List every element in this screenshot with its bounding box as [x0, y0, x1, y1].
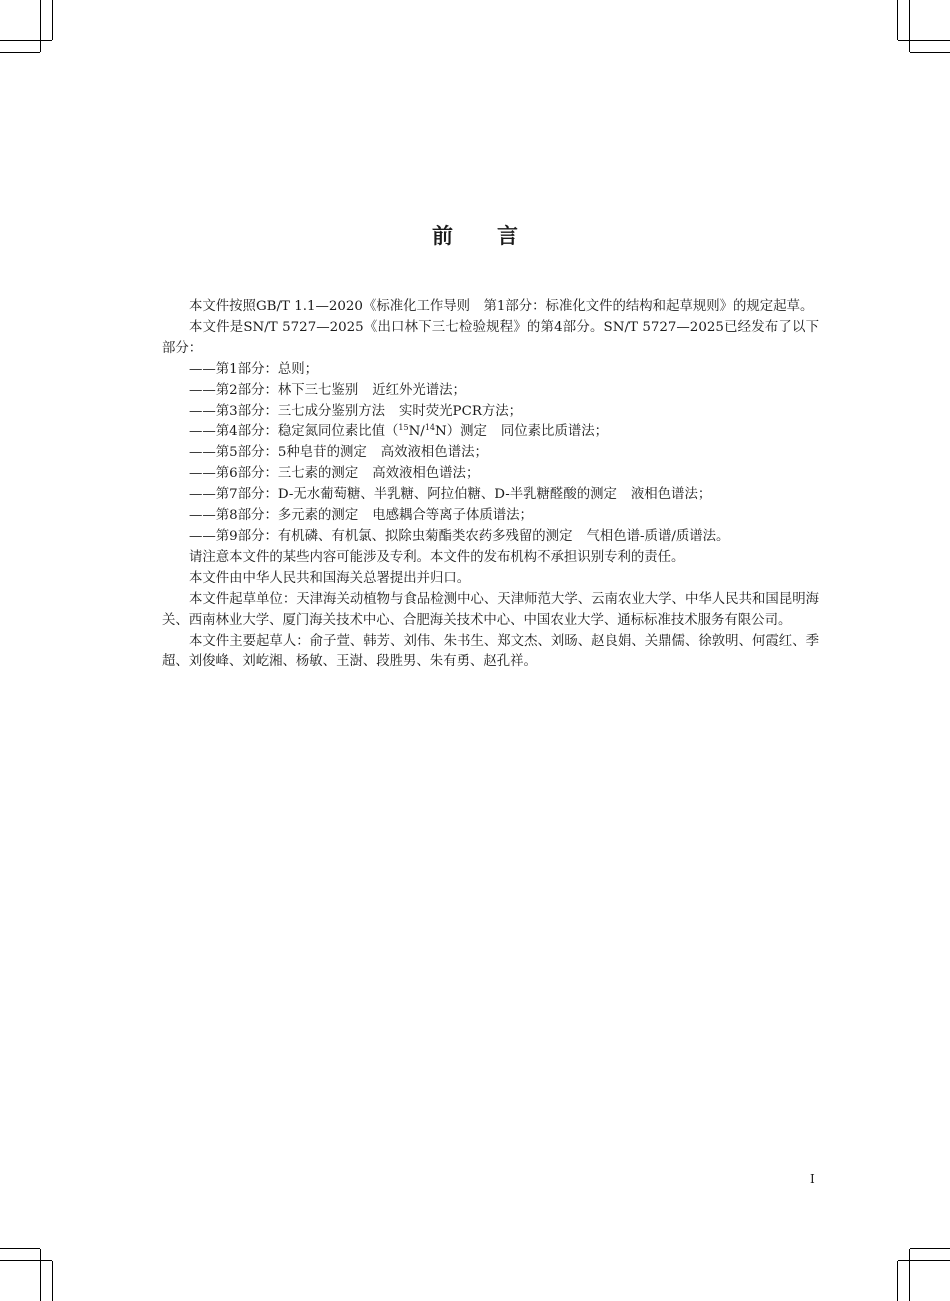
- paragraph-patent-notice: 请注意本文件的某些内容可能涉及专利。本文件的发布机构不承担识别专利的责任。: [189, 549, 685, 565]
- title-char-2: 言: [497, 224, 518, 248]
- list-item-part-3: ——第3部分：三七成分鉴别方法 实时荧光PCR方法；: [189, 403, 523, 419]
- paragraph-drafters: 本文件主要起草人：俞子萱、韩芳、刘伟、朱书生、郑文杰、刘旸、赵良娟、关鼎儒、徐敦明、何霞红、季超、刘俊峰、刘屹湘、杨敏、王澍、段胜男、朱有勇、赵孔祥。: [162, 633, 819, 670]
- list-item-part-2: ——第2部分：林下三七鉴别 近红外光谱法；: [189, 382, 466, 398]
- list-item-part-6: ——第6部分：三七素的测定 高效液相色谱法；: [189, 466, 480, 482]
- preface-body: [162, 297, 819, 673]
- list-item-part-1: ——第1部分：总则；: [189, 361, 319, 377]
- list-item-part-7: ——第7部分：D-无水葡萄糖、半乳糖、阿拉伯糖、D-半乳糖醛酸的测定 液相色谱法；: [189, 487, 712, 503]
- list-item-part-9: ——第9部分：有机磷、有机氯、拟除虫菊酯类农药多残留的测定 气相色谱-质谱/质谱法。: [189, 528, 730, 544]
- paragraph-proposer: 本文件由中华人民共和国海关总署提出并归口。: [189, 570, 471, 586]
- paragraph-drafting-rules: 本文件按照GB/T 1.1—2020《标准化工作导则 第1部分：标准化文件的结构和起草规则》的规定起草。: [189, 299, 814, 314]
- paragraph-drafting-units: 本文件起草单位：天津海关动植物与食品检测中心、天津师范大学、云南农业大学、中华人民共和国昆明海关、西南林业大学、厦门海关技术中心、合肥海关技术中心、中国农业大学、通标标准技术服务有限公司。: [162, 591, 819, 628]
- list-item-part-8: ——第8部分：多元素的测定 电感耦合等离子体质谱法；: [189, 508, 533, 524]
- list-item-part-5: ——第5部分：5种皂苷的测定 高效液相色谱法；: [189, 445, 488, 461]
- title-char-1: 前: [432, 224, 453, 248]
- paragraph-series: 本文件是SN/T 5727—2025《出口林下三七检验规程》的第4部分。SN/T 5727—2025已经发布了以下部分：: [162, 319, 819, 356]
- page-number: I: [810, 1172, 815, 1186]
- list-item-part-4: ——第4部分：稳定氮同位素比值（$^{15}$N/$^{14}$N）测定 同位素比质谱法；: [189, 423, 609, 440]
- page-title: [0, 220, 950, 250]
